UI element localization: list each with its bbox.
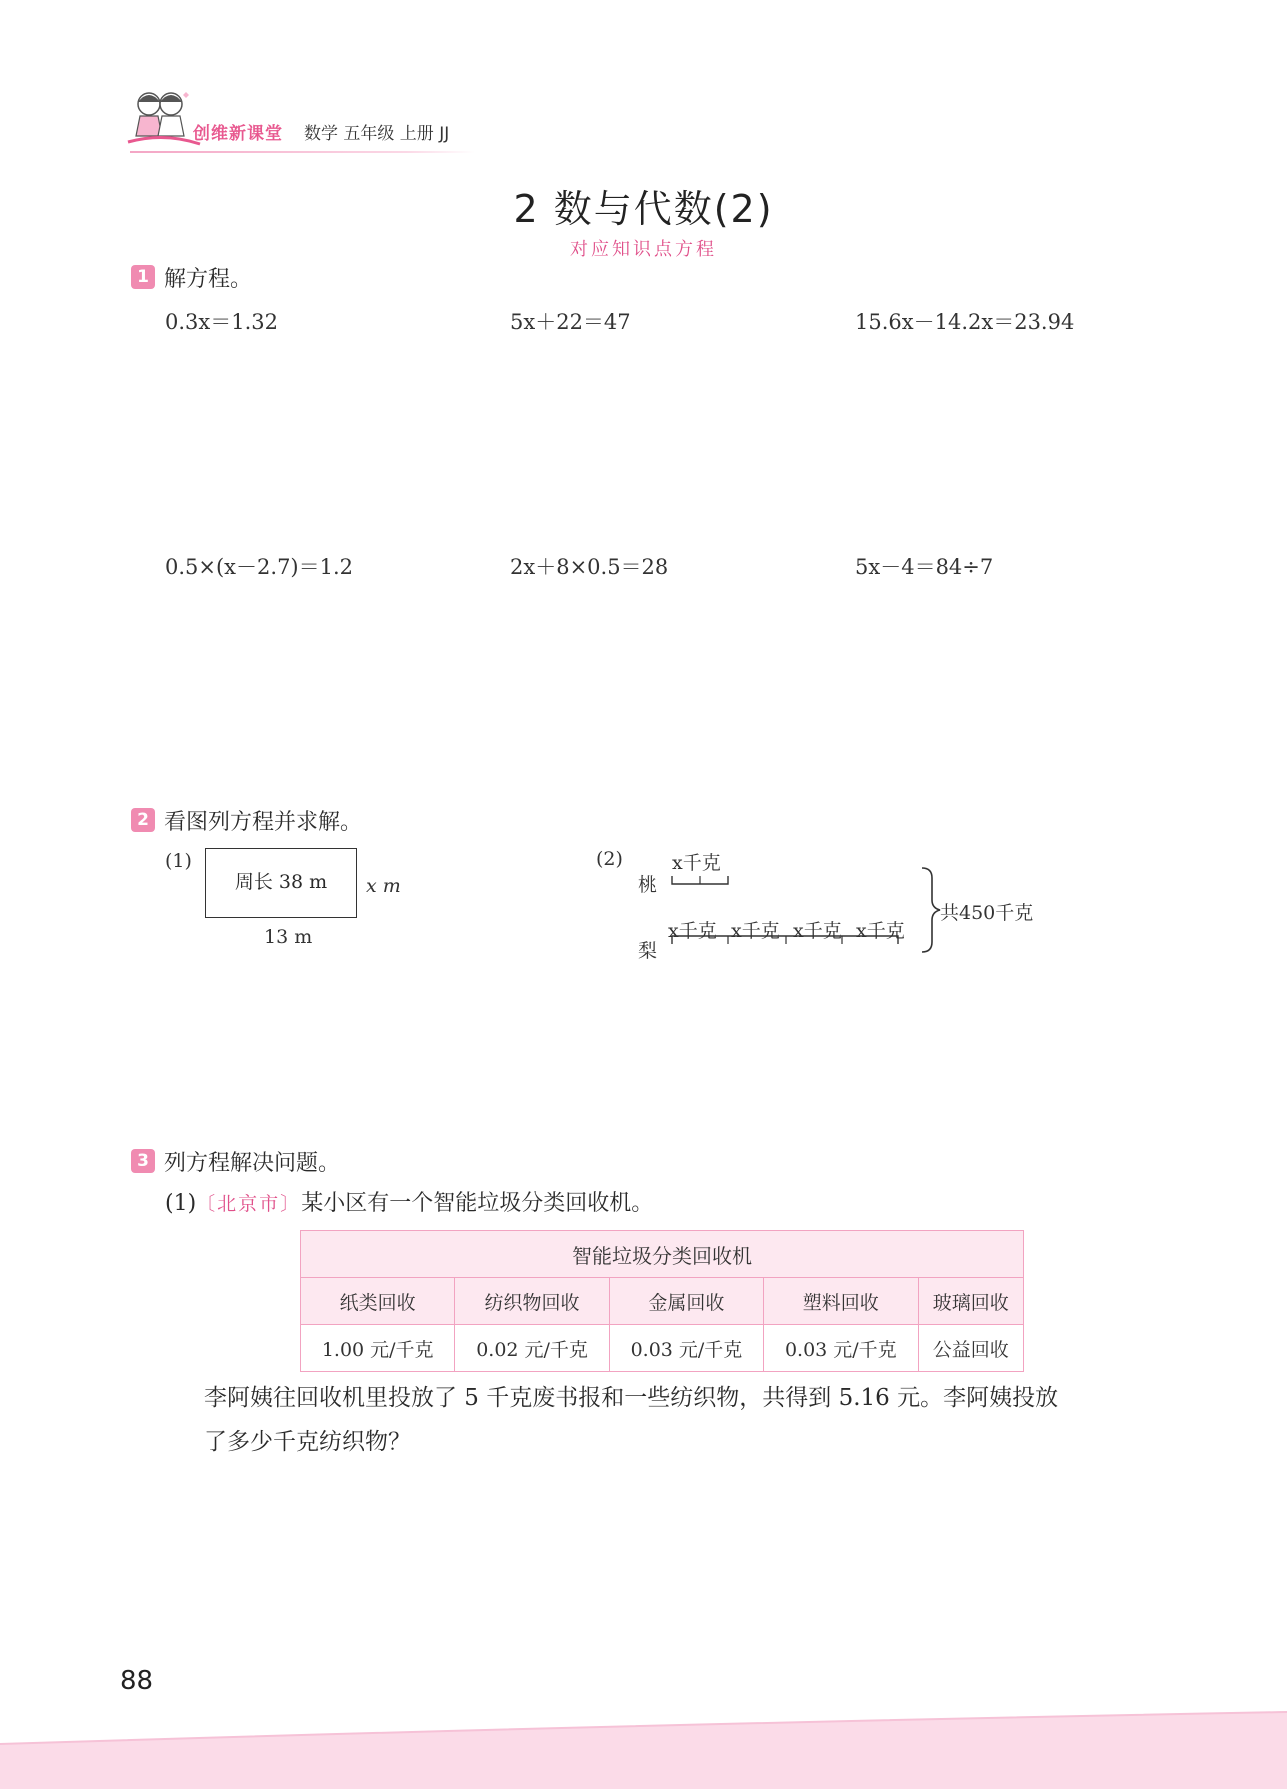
fruit-brace-diagram xyxy=(660,860,950,960)
question-3-title: 列方程解决问题。 xyxy=(164,1151,341,1176)
table-value-cell: 0.02 元/千克 xyxy=(455,1325,609,1372)
question-1-title: 解方程。 xyxy=(164,267,253,292)
rectangle-diagram xyxy=(205,848,357,918)
table-header-cell: 金属回收 xyxy=(609,1278,763,1325)
pear-unit-label-2: x千克 xyxy=(731,920,780,942)
question-2-title: 看图列方程并求解。 xyxy=(164,810,363,835)
page-subtitle: 对应知识点方程 xyxy=(570,239,717,260)
region-tag: 〔北京市〕 xyxy=(196,1193,302,1215)
total-weight-label: 共450千克 xyxy=(940,902,1034,924)
question-2-badge: 2 xyxy=(131,808,155,832)
part-1-label: (1) xyxy=(165,850,192,872)
table-header-cell: 纺织物回收 xyxy=(455,1278,609,1325)
peach-label: 桃 xyxy=(638,874,658,896)
part-2-label: (2) xyxy=(596,848,623,870)
recycling-price-table xyxy=(300,1230,1024,1372)
question-3-badge: 3 xyxy=(131,1149,155,1173)
equation-3: 15.6x－14.2x＝23.94 xyxy=(855,310,1075,334)
pear-unit-label-1: x千克 xyxy=(668,920,717,942)
table-header-cell: 纸类回收 xyxy=(301,1278,455,1325)
brand-name: 创维新课堂 xyxy=(193,124,283,144)
rectangle-bottom-label: 13 m xyxy=(264,926,313,948)
table-value-cell: 0.03 元/千克 xyxy=(609,1325,763,1372)
problem-text-line-1: 李阿姨往回收机里投放了 5 千克废书报和一些纺织物，共得到 5.16 元。李阿姨投放 xyxy=(204,1385,1059,1411)
footer-band xyxy=(0,1700,1287,1789)
peach-unit-label: x千克 xyxy=(672,852,721,874)
problem-text-line-2: 了多少千克纺织物？ xyxy=(204,1429,411,1455)
equation-2: 5x＋22＝47 xyxy=(510,310,631,334)
pear-unit-label-4: x千克 xyxy=(856,920,905,942)
table-value-cell: 公益回收 xyxy=(918,1325,1024,1372)
equation-4: 0.5×(x－2.7)＝1.2 xyxy=(165,555,354,579)
equation-6: 5x－4＝84÷7 xyxy=(855,555,994,579)
table-value-cell: 1.00 元/千克 xyxy=(301,1325,455,1372)
mascot-logo-icon xyxy=(124,86,204,152)
question-1-badge: 1 xyxy=(131,265,155,289)
part-3-1-text: 某小区有一个智能垃圾分类回收机。 xyxy=(301,1191,654,1216)
table-header-cell: 塑料回收 xyxy=(764,1278,918,1325)
book-info: 数学 五年级 上册 JJ xyxy=(304,124,450,144)
header-rule xyxy=(130,151,475,153)
table-value-cell: 0.03 元/千克 xyxy=(764,1325,918,1372)
table-caption: 智能垃圾分类回收机 xyxy=(301,1231,1024,1278)
perimeter-label: 周长 38 m xyxy=(234,871,328,893)
equation-1: 0.3x＝1.32 xyxy=(165,310,278,334)
equation-5: 2x＋8×0.5＝28 xyxy=(510,555,669,579)
page-number: 88 xyxy=(120,1666,154,1696)
pear-unit-label-3: x千克 xyxy=(793,920,842,942)
part-3-1-label: (1) xyxy=(165,1191,197,1216)
table-header-cell: 玻璃回收 xyxy=(918,1278,1024,1325)
pear-label: 梨 xyxy=(638,940,658,962)
part-3-1-line xyxy=(165,1186,653,1217)
page-title: 2 数与代数(2) xyxy=(513,187,774,231)
rectangle-side-label: x m xyxy=(366,875,401,897)
